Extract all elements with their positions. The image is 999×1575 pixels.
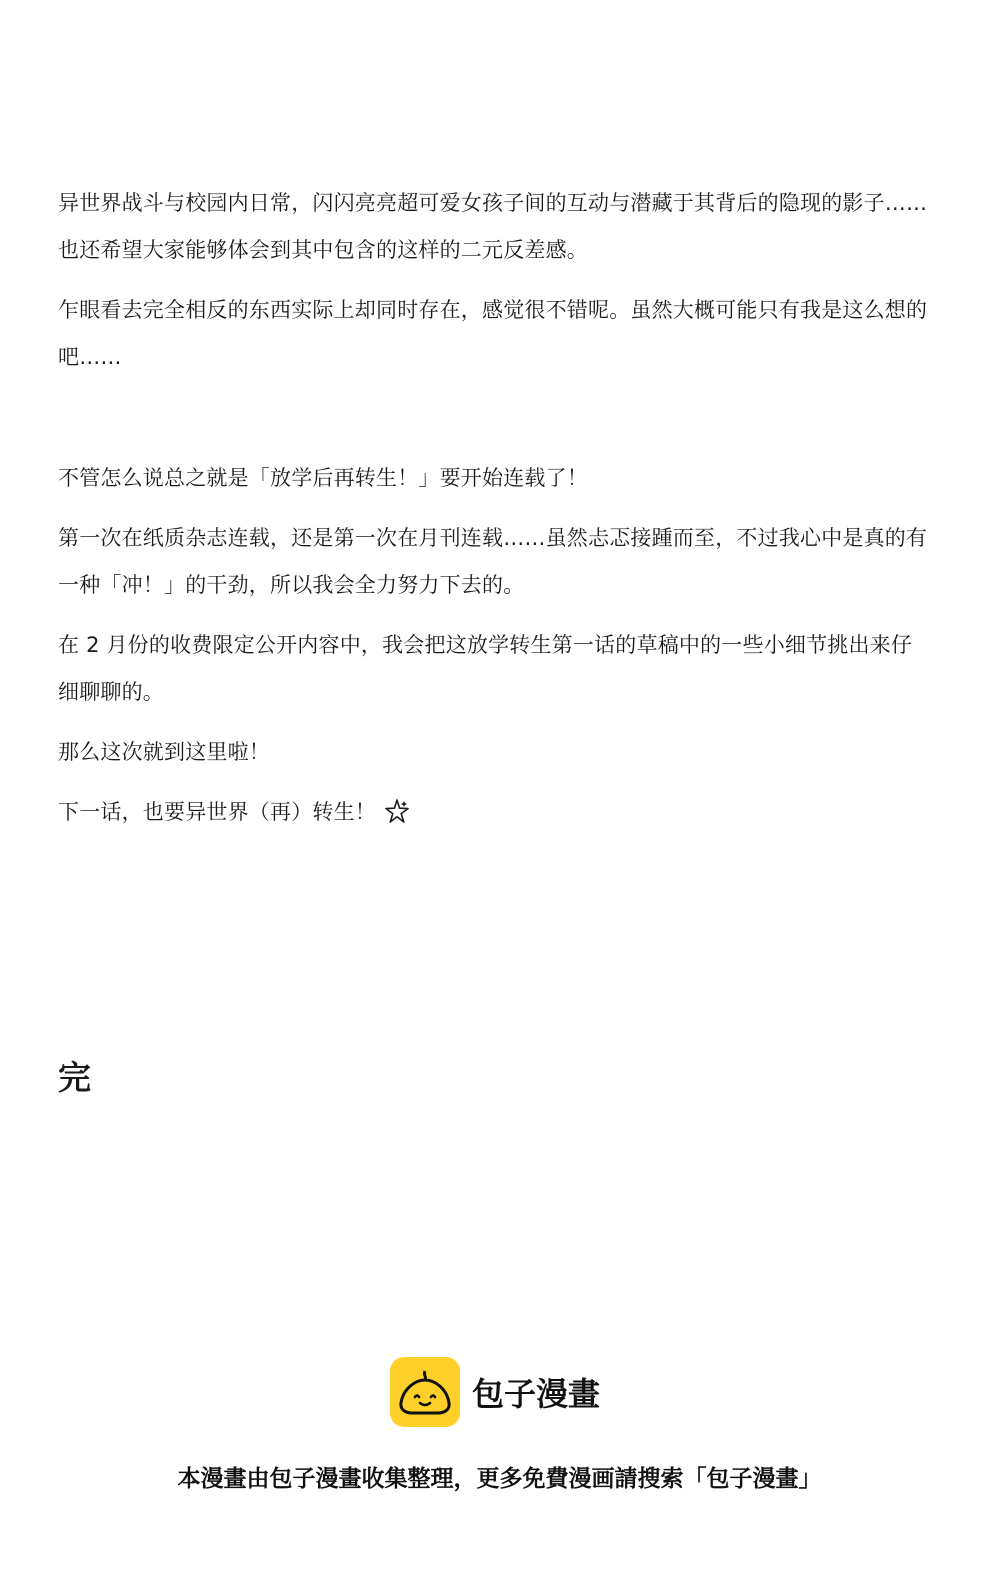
- sparkle-star-icon: [384, 794, 410, 841]
- paragraph-2: 乍眼看去完全相反的东西实际上却同时存在，感觉很不错呢。虽然大概可能只有我是这么想的吧……: [58, 298, 928, 369]
- footer-notice: 本漫畫由包子漫畫收集整理，更多免費漫画請搜索「包子漫畫」: [177, 1466, 822, 1492]
- brand-name: 包子漫畫: [472, 1375, 601, 1413]
- paragraph-5: 在 2 月份的收费限定公开内容中，我会把这放学转生第一话的草稿中的一些小细节挑出来仔细聊聊的。: [58, 633, 913, 704]
- baozi-bun-icon: [390, 1357, 460, 1427]
- paragraph-7: [58, 789, 928, 841]
- paragraph-3: 不管怎么说总之就是「放学后再转生！」要开始连载了！: [58, 466, 588, 490]
- paragraph-6: 那么这次就到这里啦！: [58, 740, 270, 764]
- brand-logo-group[interactable]: [390, 1357, 600, 1427]
- paragraph-1: 异世界战斗与校园内日常，闪闪亮亮超可爱女孩子间的互动与潜藏于其背后的隐现的影子……也还希望大家能够体会到其中包含的这样的二元反差感。: [58, 191, 928, 262]
- end-mark: 完: [58, 1058, 91, 1097]
- paragraph-7-text: 下一话，也要异世界（再）转生！: [58, 800, 376, 824]
- article-body: [58, 180, 928, 841]
- paragraph-4: 第一次在纸质杂志连载，还是第一次在月刊连载……虽然忐忑接踵而至，不过我心中是真的有一种「冲！」的干劲，所以我会全力努力下去的。: [58, 526, 928, 597]
